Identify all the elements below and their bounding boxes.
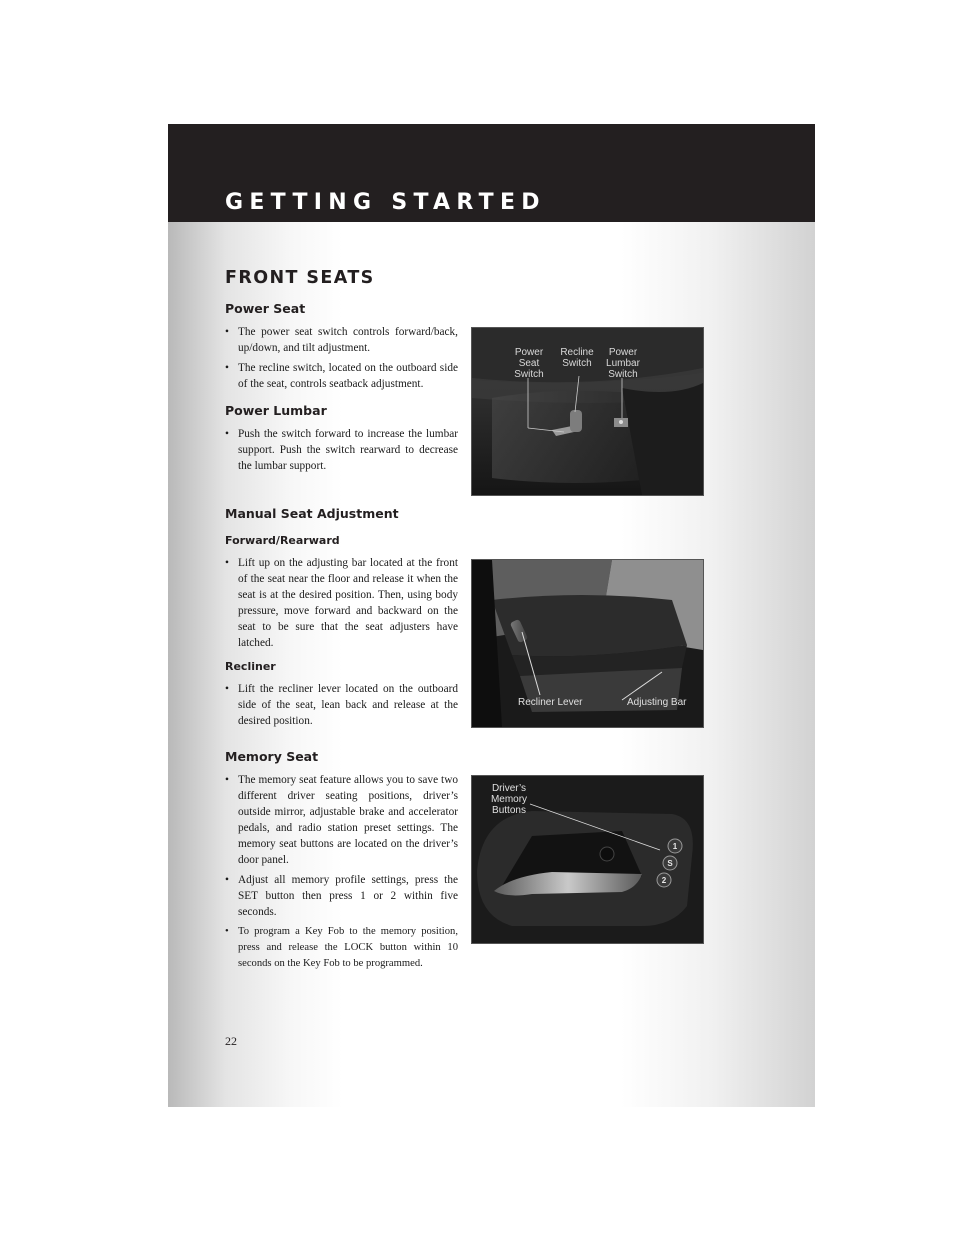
memory-buttons-photo xyxy=(471,775,704,944)
manual-seat-heading: Manual Seat Adjustment xyxy=(225,506,399,521)
label-recliner-lever: Recliner Lever xyxy=(518,697,583,708)
chapter-title: GETTING STARTED xyxy=(225,190,546,215)
label-lumbar-3: Switch xyxy=(608,369,638,380)
list-item: • To program a Key Fob to the memory position, press and release the LOCK button within 10 seconds on the Key Fob to be programmed. xyxy=(225,926,458,969)
label-power-seat-2: Seat xyxy=(518,358,540,369)
list-item: • The power seat switch controls forward/back, up/down, and tilt adjustment. xyxy=(225,326,458,354)
label-lumbar-1: Power xyxy=(608,347,638,358)
label-adjusting-bar: Adjusting Bar xyxy=(627,697,687,708)
memory-seat-heading: Memory Seat xyxy=(225,749,319,764)
list-item: • Lift up on the adjusting bar located at the front of the seat near the floor and release it when the seat is at the desired position. Then, using body pressure, move forward and backward on the seat to be sure that the seat adjusters have latched. xyxy=(225,557,458,649)
manual-seat-photo xyxy=(471,559,704,728)
memory-seat-list xyxy=(225,772,458,976)
list-item: • The recline switch, located on the outboard side of the seat, controls seatback adjustment. xyxy=(225,362,458,390)
label-lumbar-2: Lumbar xyxy=(606,358,640,369)
forward-rearward-heading: Forward/Rearward xyxy=(225,534,340,547)
label-buttons: Buttons xyxy=(492,805,526,816)
section-title: FRONT SEATS xyxy=(225,268,375,288)
label-recline-1: Recline xyxy=(560,347,594,358)
memory-button-set-label: S xyxy=(667,859,673,868)
power-switches-photo xyxy=(471,327,704,496)
memory-button-2-label: 2 xyxy=(661,876,667,885)
memory-button-1-label: 1 xyxy=(672,842,678,851)
label-power-seat-1: Power xyxy=(514,347,544,358)
page-number: 22 xyxy=(225,1034,237,1048)
label-power-seat-3: Switch xyxy=(514,369,544,380)
list-item: • Lift the recliner lever located on the outboard side of the seat, lean back and release at the desired position. xyxy=(225,683,458,727)
recliner-list xyxy=(225,681,458,733)
list-item: • The memory seat feature allows you to save two different driver seating positions, driver’s outside mirror, adjustable brake and accelerator pedals, and radio station preset settings. The memory seat buttons are located on the driver’s door panel. xyxy=(225,774,458,866)
power-seat-heading: Power Seat xyxy=(225,301,306,316)
power-lumbar-heading: Power Lumbar xyxy=(225,403,327,418)
list-item: • Push the switch forward to increase the lumbar support. Push the switch rearward to decrease the lumbar support. xyxy=(225,428,458,472)
label-memory: Memory xyxy=(490,794,528,805)
label-drivers: Driver’s xyxy=(491,783,527,794)
power-seat-list xyxy=(225,324,458,396)
recliner-heading: Recliner xyxy=(225,660,276,673)
chapter-header xyxy=(168,124,815,222)
power-lumbar-list xyxy=(225,426,458,478)
list-item: • Adjust all memory profile settings, press the SET button then press 1 or 2 within five seconds. xyxy=(225,874,458,918)
label-recline-2: Switch xyxy=(562,358,592,369)
page xyxy=(168,124,815,1107)
forward-rearward-list xyxy=(225,555,458,655)
